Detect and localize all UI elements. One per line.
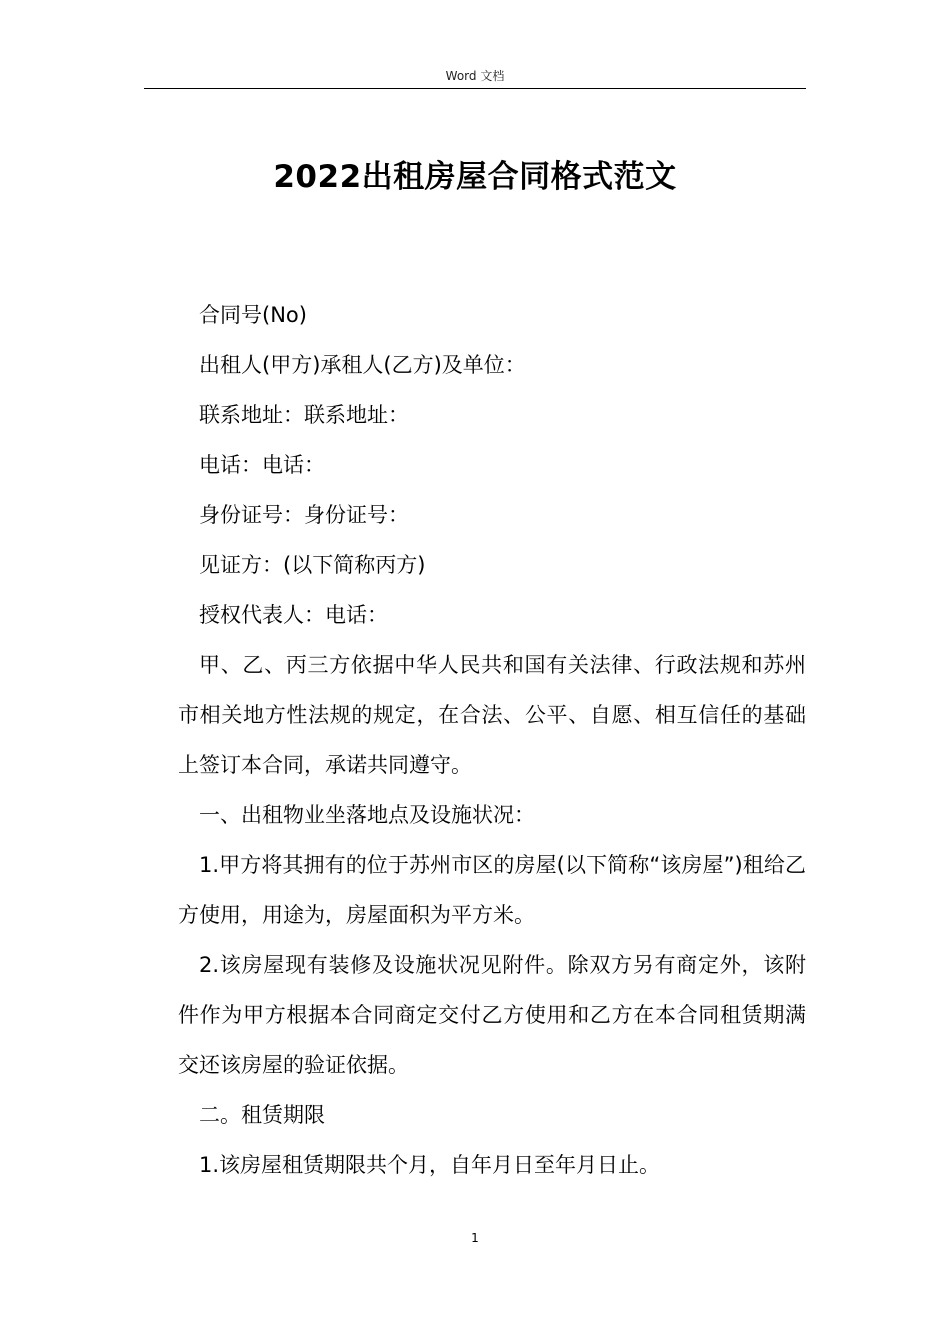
paragraph-contract-number: 合同号(No) [199, 303, 307, 327]
page-header [144, 66, 806, 89]
document-body [178, 290, 806, 1190]
paragraph-preamble: 甲、乙、丙三方依据中华人民共和国有关法律、行政法规和苏州市相关地方性法规的规定，在合法、公平、自愿、相互信任的基础上签订本合同，承诺共同遵守。 [178, 653, 806, 777]
paragraph-section-2-item-1: 1.该房屋租赁期限共个月，自年月日至年月日止。 [199, 1153, 661, 1177]
paragraph-phone: 电话：电话： [199, 453, 325, 477]
paragraph-section-2-heading: 二。租赁期限 [199, 1103, 325, 1127]
paragraph-section-1-item-2: 2.该房屋现有装修及设施状况见附件。除双方另有商定外，该附件作为甲方根据本合同商定交付乙方使用和乙方在本合同租赁期满交还该房屋的验证依据。 [178, 953, 806, 1077]
paragraph-section-1-heading: 一、出租物业坐落地点及设施状况： [199, 803, 535, 827]
paragraph-id-number: 身份证号：身份证号： [199, 503, 409, 527]
document-title: 2022出租房屋合同格式范文 [273, 159, 677, 195]
header-text: Word 文档 [445, 69, 505, 83]
page-number: 1 [471, 1231, 479, 1245]
paragraph-section-1-item-1: 1.甲方将其拥有的位于苏州市区的房屋(以下简称“该房屋”)租给乙方使用，用途为，房屋面积为平方米。 [178, 853, 806, 927]
paragraph-address: 联系地址：联系地址： [199, 403, 409, 427]
paragraph-witness: 见证方：(以下简称丙方) [199, 553, 426, 577]
paragraph-parties: 出租人(甲方)承租人(乙方)及单位： [199, 353, 526, 377]
paragraph-authorized-rep: 授权代表人：电话： [199, 603, 388, 627]
